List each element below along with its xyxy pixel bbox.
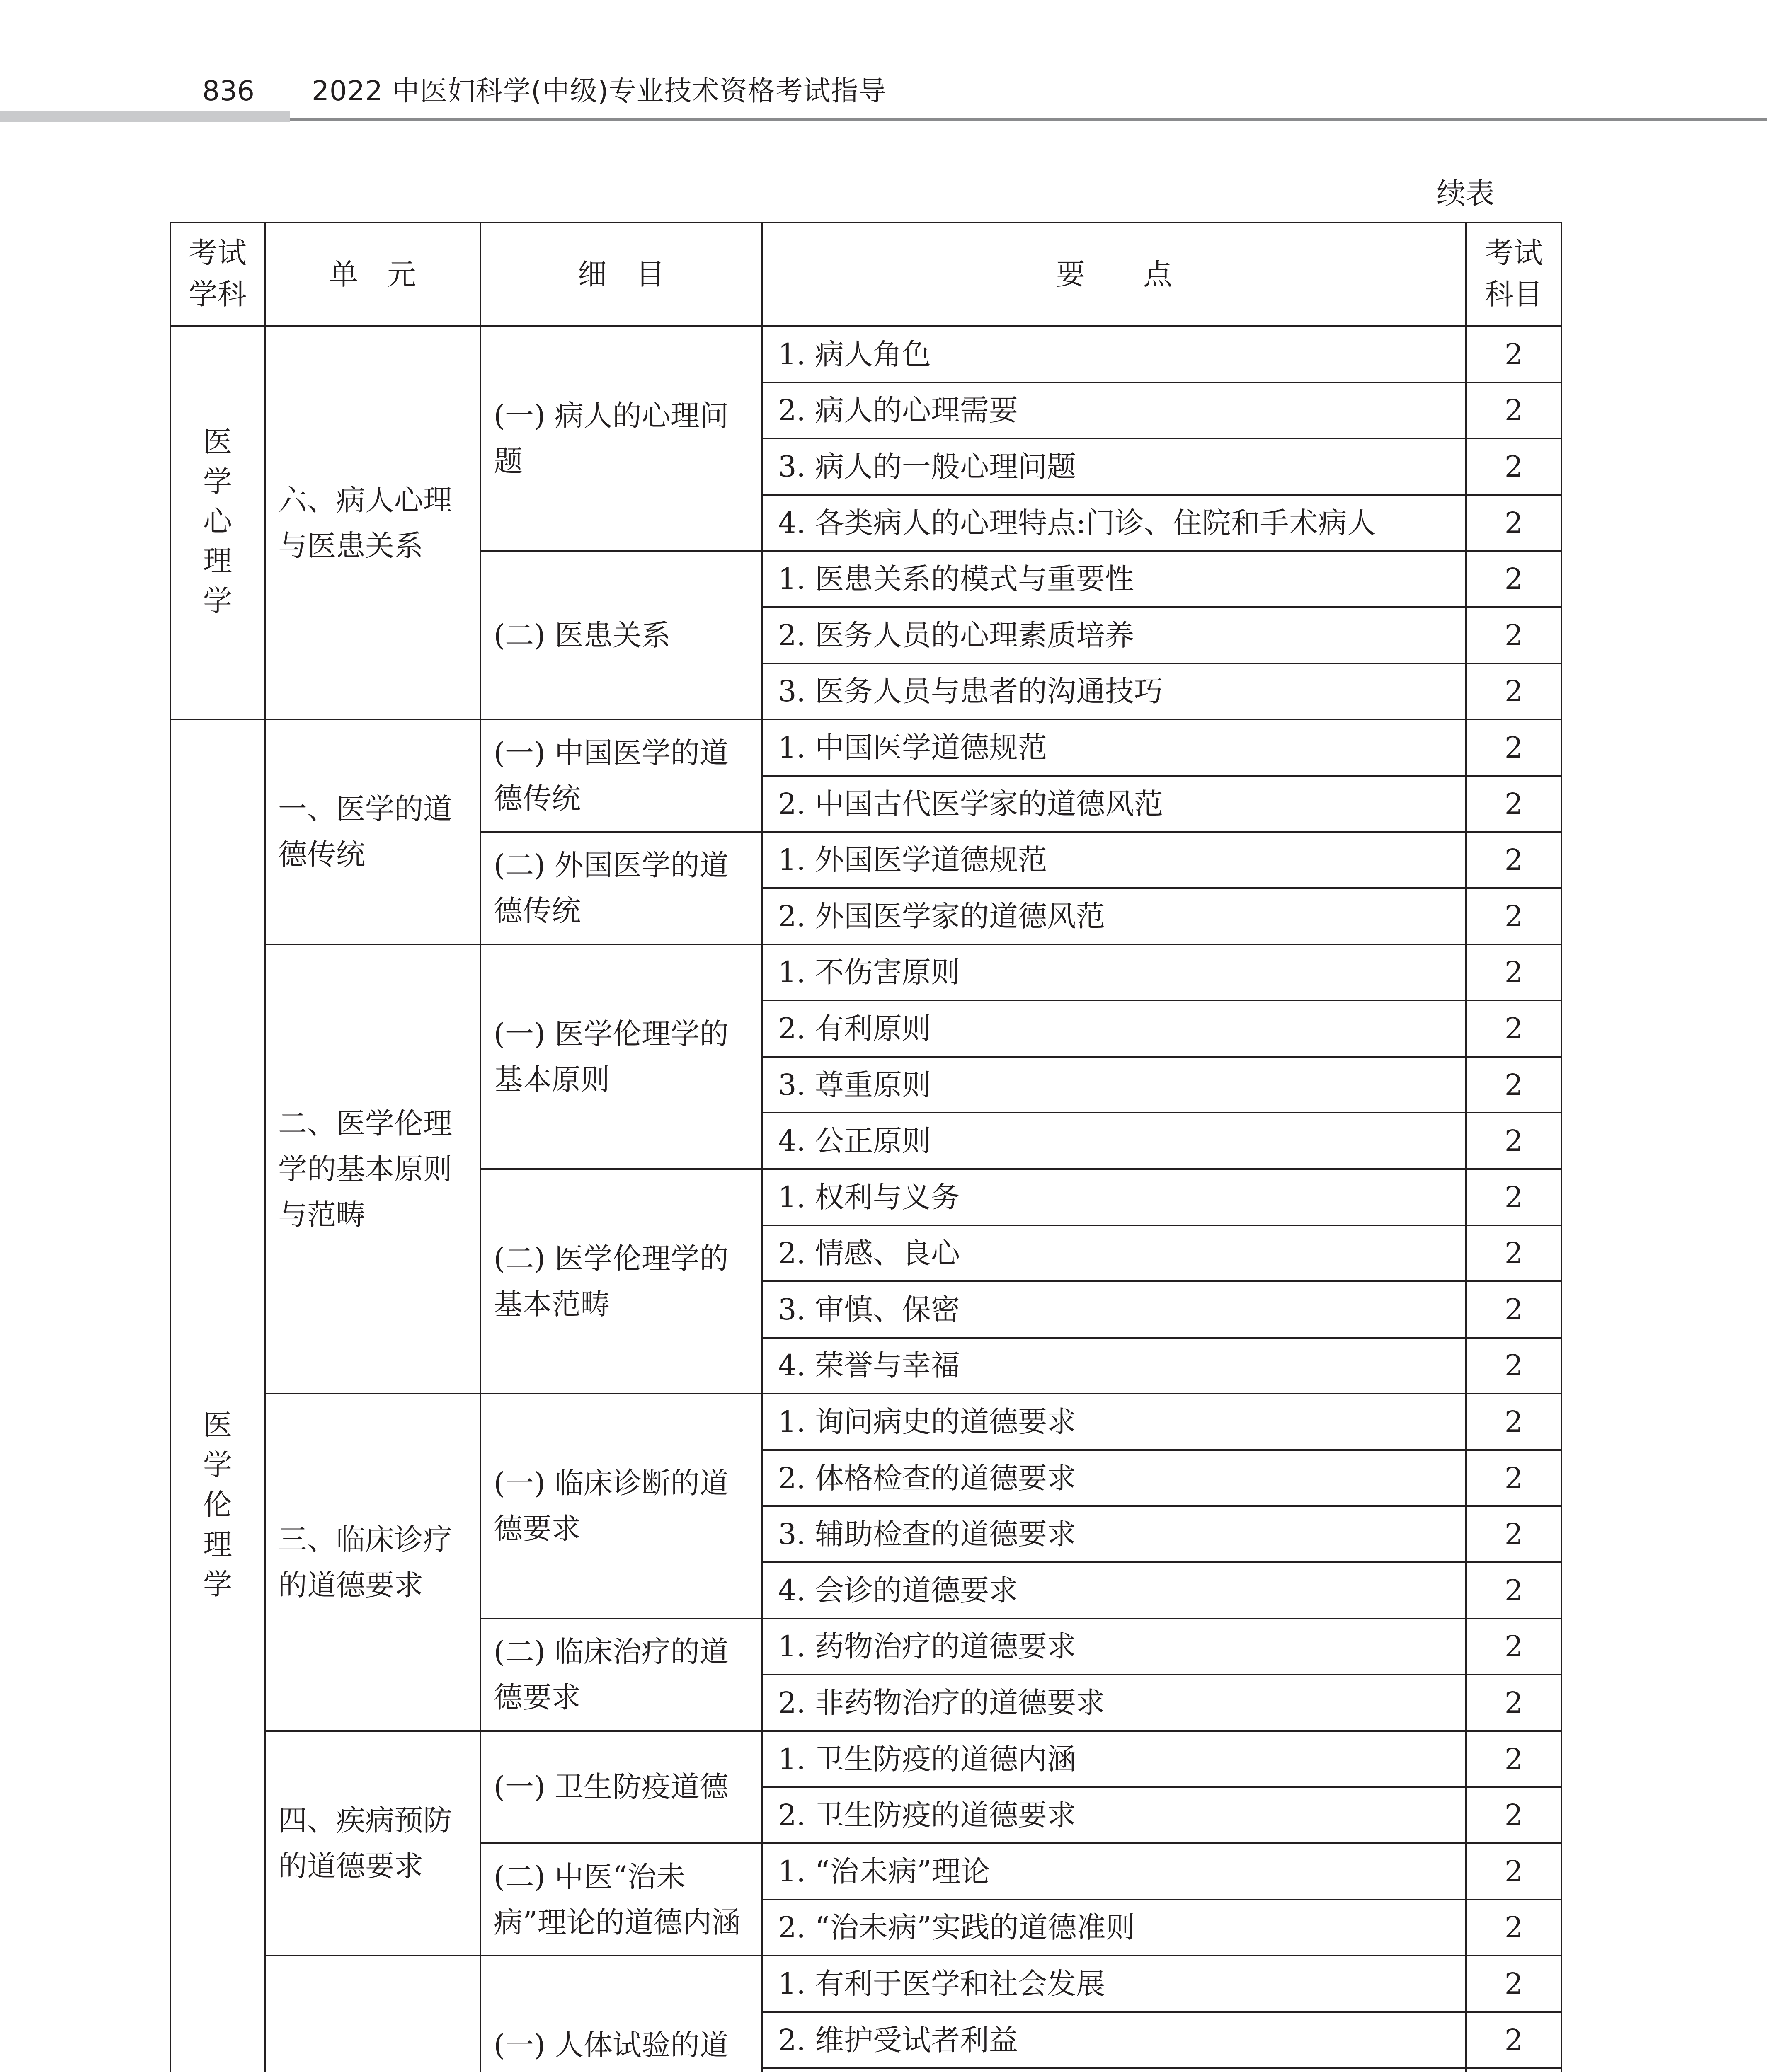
subject-name: 医学伦理学 [203,1408,232,1601]
running-header [0,0,1767,124]
detail-cell: (一) 医学伦理学的基本原则 [480,944,762,1169]
point-cell: 1. 有利于医学和社会发展 [762,1956,1466,2012]
point-cell: 1. 询问病史的道德要求 [762,1394,1466,1450]
exam-cell: 2 [1466,1900,1561,1956]
table-row [170,1731,1561,1787]
unit-cell: 一、医学的道德传统 [265,719,480,944]
point-cell: 1. 不伤害原则 [762,944,1466,1001]
exam-cell: 2 [1466,607,1561,663]
point-cell: 1. 权利与义务 [762,1169,1466,1225]
table-row [170,1956,1561,2012]
detail-cell: (一) 病人的心理问题 [480,326,762,551]
point-cell: 4. 公正原则 [762,1113,1466,1169]
table-row [170,326,1561,382]
point-cell: 2. 情感、良心 [762,1225,1466,1282]
exam-cell: 2 [1466,1000,1561,1057]
detail-cell: (二) 医患关系 [480,551,762,719]
exam-cell: 2 [1466,1057,1561,1113]
detail-cell: (一) 临床诊断的道德要求 [480,1394,762,1618]
header-rule [290,118,1767,121]
unit-cell: 二、医学伦理学的基本原则与范畴 [265,944,480,1394]
exam-cell: 2 [1466,719,1561,776]
table-row [170,944,1561,1001]
exam-cell [1466,2068,1561,2072]
header-exam: 考试科目 [1466,223,1561,326]
header-detail: 细 目 [480,223,762,326]
unit-cell [265,1956,480,2072]
unit-cell: 六、病人心理与医患关系 [265,326,480,719]
page-number: 836 [202,75,255,107]
point-cell [762,2068,1466,2072]
point-cell: 1. 卫生防疫的道德内涵 [762,1731,1466,1787]
subject-name: 医学心理学 [203,425,232,618]
point-cell: 1. 外国医学道德规范 [762,832,1466,888]
point-cell: 3. 尊重原则 [762,1057,1466,1113]
exam-cell: 2 [1466,1169,1561,1225]
header-accent-bar [0,111,290,122]
point-cell: 3. 医务人员与患者的沟通技巧 [762,663,1466,720]
exam-outline-table [170,222,1562,2072]
exam-cell: 2 [1466,551,1561,607]
exam-cell: 2 [1466,776,1561,832]
exam-cell: 2 [1466,888,1561,944]
exam-cell: 2 [1466,1619,1561,1675]
detail-cell: (二) 医学伦理学的基本范畴 [480,1169,762,1394]
exam-cell: 2 [1466,1338,1561,1394]
exam-cell: 2 [1466,1843,1561,1900]
continued-label: 续表 [1437,177,1495,211]
point-cell: 3. 病人的一般心理问题 [762,438,1466,495]
exam-cell: 2 [1466,944,1561,1001]
detail-cell: (二) 中医“治未病”理论的道德内涵 [480,1843,762,1956]
exam-cell: 2 [1466,438,1561,495]
point-cell: 2. 维护受试者利益 [762,2012,1466,2068]
point-cell: 2. 外国医学家的道德风范 [762,888,1466,944]
detail-cell: (一) 人体试验的道 [480,1956,762,2072]
point-cell: 2. “治未病”实践的道德准则 [762,1900,1466,1956]
point-cell: 2. 体格检查的道德要求 [762,1450,1466,1506]
table-row [170,719,1561,776]
header-subject: 考试学科 [170,223,265,326]
unit-cell: 三、临床诊疗的道德要求 [265,1394,480,1731]
point-cell: 1. 药物治疗的道德要求 [762,1619,1466,1675]
exam-cell: 2 [1466,1731,1561,1787]
point-cell: 2. 医务人员的心理素质培养 [762,607,1466,663]
exam-cell: 2 [1466,1394,1561,1450]
point-cell: 2. 有利原则 [762,1000,1466,1057]
table-header-row [170,223,1561,326]
point-cell: 4. 荣誉与幸福 [762,1338,1466,1394]
exam-cell: 2 [1466,663,1561,720]
exam-cell: 2 [1466,1113,1561,1169]
exam-cell: 2 [1466,1450,1561,1506]
header-points: 要 点 [762,223,1466,326]
point-cell: 3. 审慎、保密 [762,1281,1466,1338]
point-cell: 2. 卫生防疫的道德要求 [762,1787,1466,1843]
exam-cell: 2 [1466,1225,1561,1282]
exam-cell: 2 [1466,1675,1561,1731]
exam-cell: 2 [1466,2012,1561,2068]
exam-cell: 2 [1466,326,1561,382]
point-cell: 1. 病人角色 [762,326,1466,382]
point-cell: 1. “治未病”理论 [762,1843,1466,1900]
subject-cell [170,326,265,719]
point-cell: 2. 病人的心理需要 [762,382,1466,439]
table-row [170,1394,1561,1450]
exam-cell: 2 [1466,495,1561,551]
unit-cell: 四、疾病预防的道德要求 [265,1731,480,1956]
header-unit: 单 元 [265,223,480,326]
exam-cell: 2 [1466,832,1561,888]
exam-cell: 2 [1466,1956,1561,2012]
exam-cell: 2 [1466,1506,1561,1562]
point-cell: 4. 各类病人的心理特点:门诊、住院和手术病人 [762,495,1466,551]
point-cell: 3. 辅助检查的道德要求 [762,1506,1466,1562]
exam-cell: 2 [1466,382,1561,439]
subject-cell [170,719,265,2072]
point-cell: 2. 非药物治疗的道德要求 [762,1675,1466,1731]
point-cell: 4. 会诊的道德要求 [762,1562,1466,1619]
exam-cell: 2 [1466,1562,1561,1619]
detail-cell: (二) 外国医学的道德传统 [480,832,762,944]
point-cell: 1. 医患关系的模式与重要性 [762,551,1466,607]
running-title: 2022 中医妇科学(中级)专业技术资格考试指导 [312,75,887,107]
exam-cell: 2 [1466,1281,1561,1338]
exam-cell: 2 [1466,1787,1561,1843]
point-cell: 2. 中国古代医学家的道德风范 [762,776,1466,832]
detail-cell: (二) 临床治疗的道德要求 [480,1619,762,1731]
detail-cell: (一) 卫生防疫道德 [480,1731,762,1843]
point-cell: 1. 中国医学道德规范 [762,719,1466,776]
detail-cell: (一) 中国医学的道德传统 [480,719,762,832]
